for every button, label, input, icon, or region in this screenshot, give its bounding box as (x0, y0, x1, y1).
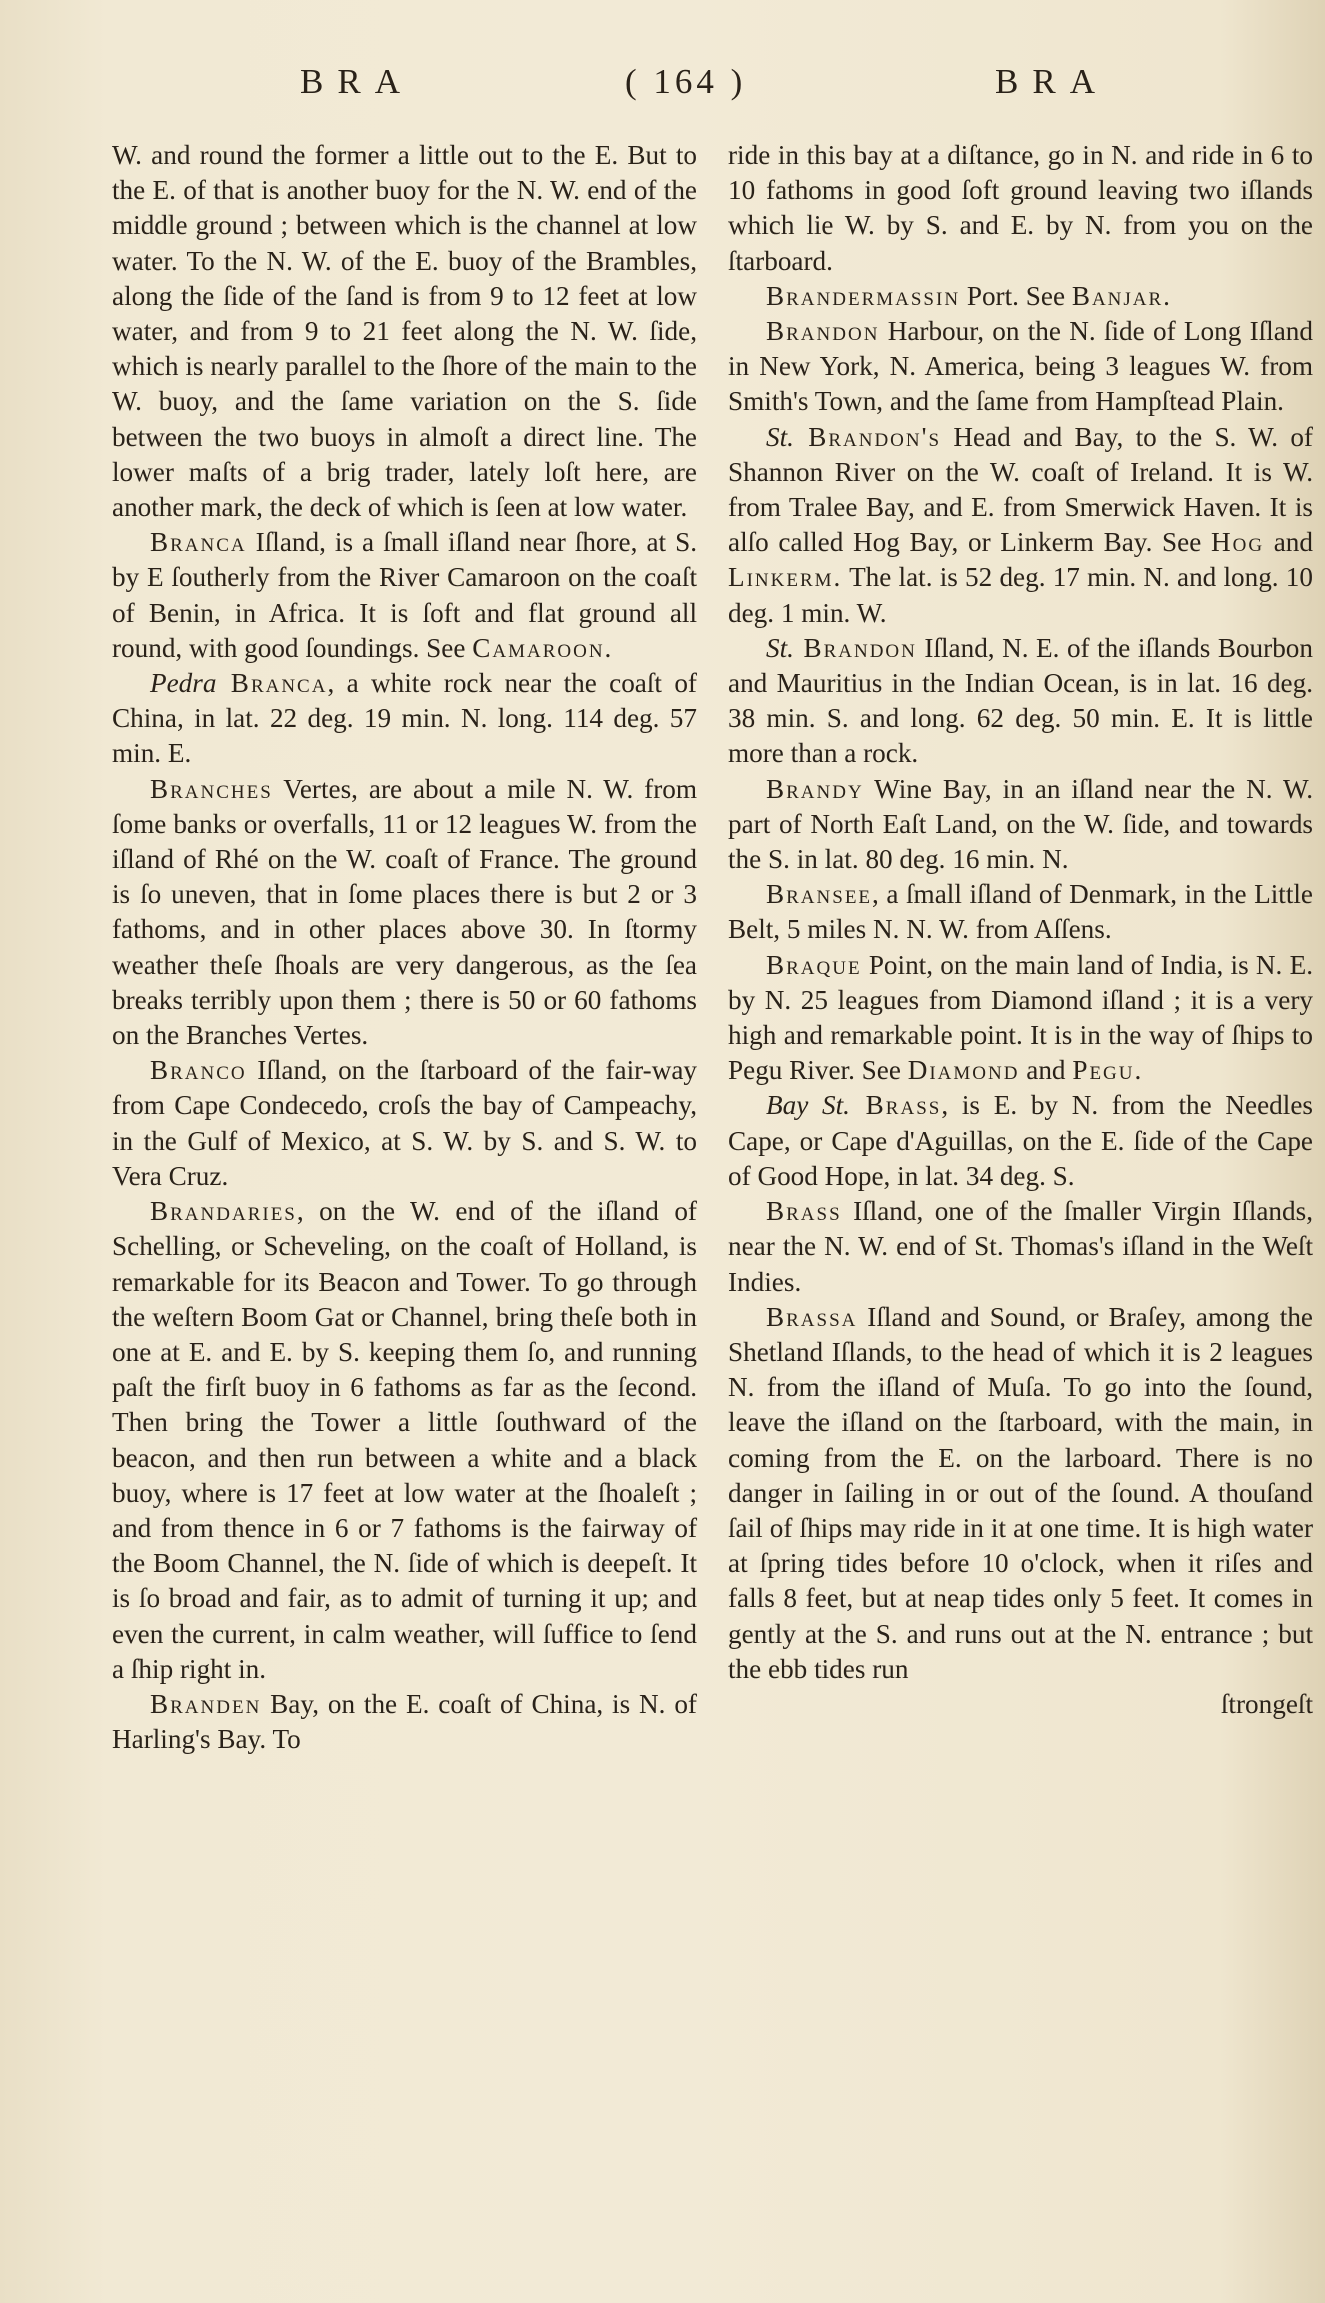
headword: Branches (150, 773, 273, 804)
headword: Brassa (766, 1301, 858, 1332)
entry-branco (112, 1053, 697, 1194)
entry-brandy-wine (728, 772, 1313, 878)
entry-brass-island (728, 1194, 1313, 1300)
entry-text: , is E. by N. from the Needles Cape, or Cape d'Aguillas, on the E. ſide of the Cape of Good Hope, in lat. 34 deg. S. (728, 1090, 1313, 1191)
right-column (728, 138, 1313, 1722)
headword: Branca (150, 527, 247, 558)
header-right-guide-word: BRA (995, 62, 1109, 101)
entry-text: Harbour, on the N. ſide of Long Iſland in New York, N. America, being 3 leagues W. from Smith's Town, and the ſame from Hampſtead Plain. (728, 316, 1313, 417)
entry-continuation: ride in this bay at a diſtance, go in N. and ride in 6 to 10 fathoms in good ſoft ground leaving two iſlands which lie W. by S. and E. by N. from you on the ſtarboard. (728, 140, 1313, 276)
entry-brandon-harbour (728, 314, 1313, 420)
entry-branca (112, 525, 697, 666)
prefix: Pedra (150, 668, 217, 699)
headword: Brandon (766, 316, 880, 347)
entry-text: Bay, on the E. coaſt of China, is N. of Harling's Bay. To (112, 1688, 697, 1755)
entry-text: Head and Bay, to the S. W. of Shannon River on the W. coaſt of Ireland. It is W. from Tralee Bay, and E. from Smerwick Haven. It is alſo called Hog Bay, or Linkerm Bay. See (728, 421, 1313, 558)
entry-brandaries (112, 1194, 697, 1687)
headword: Bransee (766, 879, 873, 910)
prefix: St. (766, 421, 794, 452)
headword: Brandaries (150, 1196, 297, 1227)
entry-brassa (728, 1300, 1313, 1687)
entry-branches-vertes (112, 772, 697, 1054)
page-number: ( 164 ) (625, 62, 747, 101)
cross-reference: Diamond (907, 1055, 1020, 1086)
cross-reference: Pegu. (1072, 1055, 1144, 1086)
entry-text: , on the W. end of the iſland of Schelling, or Scheveling, on the coaſt of Holland, is remarkable for its Beacon and Tower. To go through the weſtern Boom Gat or Channel, bring theſe both in one at E. and E. by S. keeping them ſo, and running paſt the firſt buoy in 6 fathoms as far as the ſecond. Then bring the Tower a little ſouthward of the beacon, and then run between a white and a black buoy, where is 17 feet at low water at the ſhoaleſt ; and from thence in 6 or 7 fathoms is the fairway of the Boom Channel, the N. ſide of which is deepeſt. It is ſo broad and fair, as to admit of turning it up; and even the current, in calm weather, will ſuffice to ſend a ſhip right in. (112, 1196, 697, 1684)
entry-brandermassin (728, 279, 1313, 314)
headword: Brandy (766, 773, 864, 804)
cross-reference: Linkerm. (728, 562, 843, 593)
entry-text: Iſland, is a ſmall iſland near ſhore, at S. by E ſoutherly from the River Camaroon on the coaſt of Benin, in Africa. It is ſoft and flat ground all round, with good ſoundings. See (112, 527, 697, 663)
entry-text: Iſland, one of the ſmaller Virgin Iſlands, near the N. W. end of St. Thomas's iſland in the Weſt Indies. (728, 1196, 1313, 1297)
headword: Branco (150, 1055, 247, 1086)
headword: Brandermassin (766, 280, 961, 311)
entry-pedra-branca (112, 666, 697, 772)
entry-text: Iſland and Sound, or Braſey, among the Shetland Iſlands, to the head of which it is 2 leagues N. from the iſland of Muſa. To go into the ſound, leave the iſland on the ſtarboard, with the main, in coming from the E. on the larboard. There is no danger in ſailing in or out of the ſound. A thouſand ſail of ſhips may ride in it at one time. It is high water at ſpring tides before 10 o'clock, when it riſes and falls 8 feet, but at neap tides only 5 feet. It comes in gently at the S. and runs out at the N. entrance ; but the ebb tides run (728, 1301, 1313, 1684)
entry-branden (112, 1687, 697, 1757)
entry-text: Iſland, on the ſtarboard of the fair-way from Cape Condecedo, croſs the bay of Campeachy, in the Gulf of Mexico, at S. W. by S. and S. W. to Vera Cruz. (112, 1055, 697, 1191)
conjunction: and (1264, 527, 1313, 558)
cross-reference: Banjar. (1071, 280, 1172, 311)
entry-st-brandon-island (728, 631, 1313, 772)
header-left-guide-word: BRA (300, 62, 414, 101)
headword: Brandon's (793, 421, 942, 452)
entry-continuation: W. and round the former a little out to the E. But to the E. of that is another buoy for the N. W. end of the middle ground ; between which is the channel at low water. To the N. W. of the E. buoy of the Brambles, along the ſide of the ſand is from 9 to 12 feet at low water, and from 9 to 21 feet along the N. W. ſide, which is nearly parallel to the ſhore of the main to the W. buoy, and the ſame variation on the S. ſide between the two buoys in almoſt a direct line. The lower maſts of a brig trader, lately loſt here, are another mark, the deck of which is ſeen at low water. (112, 140, 697, 523)
headword: Branca (216, 668, 328, 699)
cross-reference: Hog (1210, 527, 1265, 558)
entry-text: Vertes, are about a mile N. W. from ſome banks or overfalls, 11 or 12 leagues W. from the iſland of Rhé on the W. coaſt of France. The ground is ſo uneven, that in ſome places there is but 2 or 3 fathoms, and in other places above 30. In ſtormy weather theſe ſhoals are very dangerous, as the ſea breaks terribly upon them ; there is 50 or 60 fathoms on the Branches Vertes. (112, 773, 697, 1051)
prefix: Bay St. (766, 1090, 850, 1121)
conjunction: and (1019, 1055, 1073, 1086)
entry-text: Port. See (960, 280, 1072, 311)
entry-st-brandons-head (728, 420, 1313, 631)
headword: Braque (766, 949, 862, 980)
headword: Brass (849, 1090, 942, 1121)
entry-braque (728, 948, 1313, 1089)
prefix: St. (766, 632, 794, 663)
entry-text: , a ſmall iſland of Denmark, in the Little Belt, 5 miles N. N. W. from Aſſens. (728, 879, 1313, 945)
headword: Brandon (793, 632, 917, 663)
entry-bransee (728, 877, 1313, 947)
entry-text: Iſland, N. E. of the iſlands Bourbon and Mauritius in the Indian Ocean, is in lat. 16 deg. 38 min. S. and long. 62 deg. 50 min. E. It is little more than a rock. (728, 632, 1313, 769)
cross-reference: Camaroon. (472, 632, 614, 663)
headword: Brass (766, 1196, 842, 1227)
entry-text: , a white rock near the coaſt of China, in lat. 22 deg. 19 min. N. long. 114 deg. 57 min. E. (112, 668, 697, 769)
left-column (112, 138, 697, 1757)
running-header (0, 52, 1325, 112)
entry-text: Wine Bay, in an iſland near the N. W. part of North Eaſt Land, on the W. ſide, and towards the S. in lat. 80 deg. 16 min. N. (728, 773, 1313, 875)
entry-bay-st-brass (728, 1088, 1313, 1194)
entry-text: The lat. is 52 deg. 17 min. N. and long. 10 deg. 1 min. W. (728, 562, 1313, 628)
headword: Branden (150, 1688, 262, 1719)
catchword: ſtrongeſt (1220, 1688, 1313, 1719)
entry-text: Point, on the main land of India, is N. E. by N. 25 leagues from Diamond iſland ; it is a very high and remarkable point. It is in the way of ſhips to Pegu River. See (728, 949, 1313, 1086)
